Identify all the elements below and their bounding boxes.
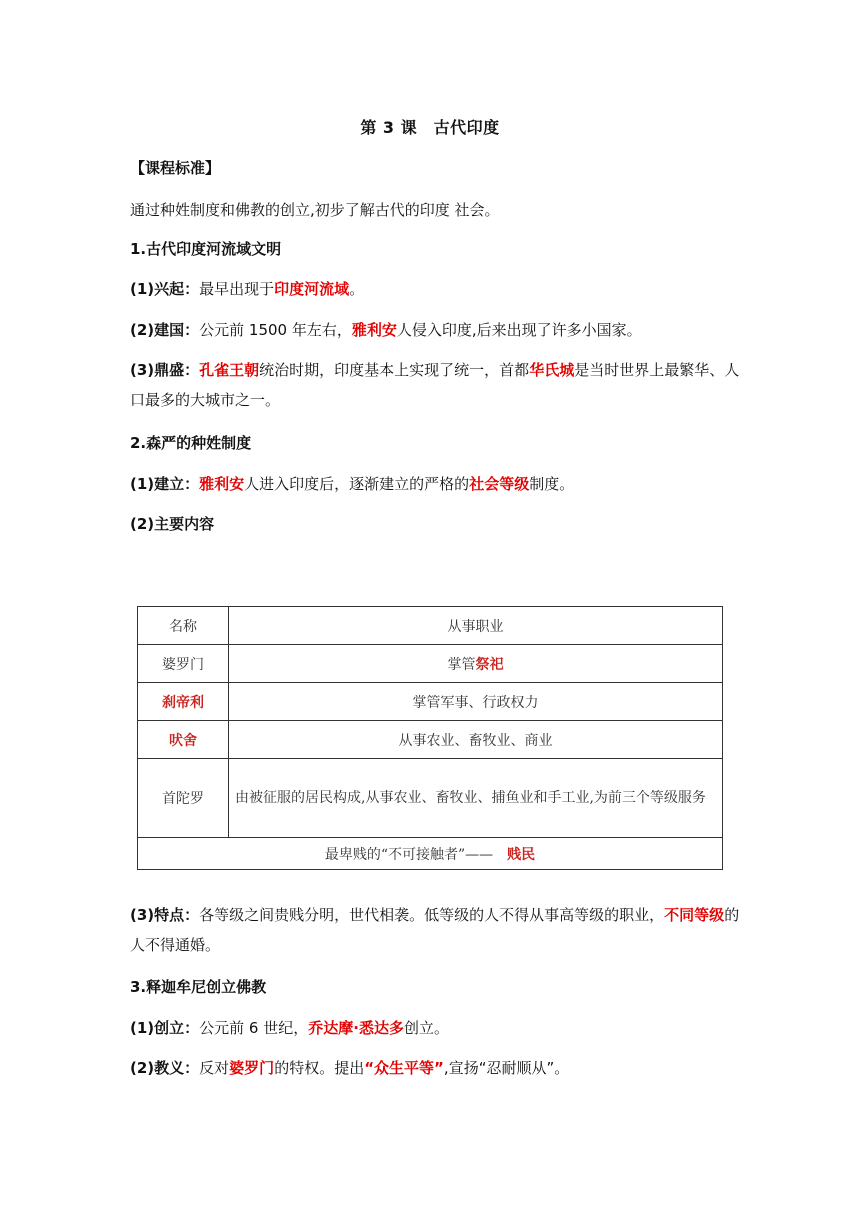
s2-p3-text: 各等级之间贵贱分明，世代相袭。低等级的人不得从事高等级的职业， xyxy=(199,906,665,924)
untouchables-highlight: 贱民 xyxy=(507,846,536,863)
header-name: 名称 xyxy=(138,607,229,645)
table-header-row xyxy=(138,607,723,645)
section-2-heading: 2.森严的种姓制度 xyxy=(130,434,252,452)
job-highlight: 祭祀 xyxy=(475,656,504,673)
s1-p1-end: 。 xyxy=(349,280,365,298)
s2-p1-text-1: 人进入印度后，逐渐建立的严格的 xyxy=(244,475,470,493)
s2-p1-label: (1)建立： xyxy=(130,475,200,493)
s3-p2-label: (2)教义： xyxy=(130,1059,200,1077)
s3-p2-text-1: 反对 xyxy=(199,1059,230,1077)
caste-job-vaishya: 从事农业、畜牧业、商业 xyxy=(229,721,723,759)
s1-p2-end: 人侵入印度,后来出现了许多小国家。 xyxy=(396,321,642,339)
s1-p1-text: 最早出现于 xyxy=(199,280,275,298)
s1-paragraph-3 xyxy=(130,355,740,415)
s3-p1-label: (1)创立： xyxy=(130,1019,200,1037)
s1-p3-text-1: 统治时期，印度基本上实现了统一，首都 xyxy=(259,361,530,379)
s2-paragraph-1 xyxy=(130,474,740,494)
s1-paragraph-1 xyxy=(130,279,740,299)
s3-paragraph-1 xyxy=(130,1018,740,1038)
s3-p2-highlight-2: “众生平等” xyxy=(364,1059,444,1077)
caste-job-kshatriya: 掌管军事、行政权力 xyxy=(229,683,723,721)
s3-p1-highlight: 乔达摩·悉达多 xyxy=(308,1019,404,1037)
s1-p2-label: (2)建国： xyxy=(130,321,200,339)
section-standard-heading: 【课程标准】 xyxy=(130,159,221,177)
table-footer-row xyxy=(138,838,723,870)
table-row xyxy=(138,645,723,683)
section-1-heading: 1.古代印度河流域文明 xyxy=(130,240,282,258)
table-row xyxy=(138,759,723,838)
s1-paragraph-2 xyxy=(130,320,740,340)
s3-p1-text: 公元前 6 世纪， xyxy=(199,1019,309,1037)
s2-p3-end: 的人不得通婚。 xyxy=(130,906,740,954)
untouchables-text: 最卑贱的“不可接触者”—— xyxy=(324,846,508,863)
s2-p1-highlight-2: 社会等级 xyxy=(469,475,530,493)
caste-name-kshatriya: 刹帝利 xyxy=(138,683,229,721)
s3-p1-end: 创立。 xyxy=(403,1019,449,1037)
s1-p1-highlight: 印度河流域 xyxy=(274,280,350,298)
s2-p1-highlight-1: 雅利安 xyxy=(199,475,245,493)
standard-text: 通过种姓制度和佛教的创立,初步了解古代的印度 社会。 xyxy=(130,201,500,219)
s3-p2-text-2: 的特权。提出 xyxy=(274,1059,365,1077)
s2-p3-label: (3)特点： xyxy=(130,906,200,924)
s2-paragraph-3 xyxy=(130,900,740,960)
s2-paragraph-2: (2)主要内容 xyxy=(130,515,215,533)
s1-p3-highlight-2: 华氏城 xyxy=(529,361,575,379)
s1-p2-highlight: 雅利安 xyxy=(351,321,397,339)
s1-p3-label: (3)鼎盛： xyxy=(130,361,200,379)
caste-table xyxy=(137,606,723,870)
s2-p3-highlight: 不同等级 xyxy=(664,906,725,924)
caste-name-shudra: 首陀罗 xyxy=(138,759,229,838)
caste-name-vaishya: 吠舍 xyxy=(138,721,229,759)
s3-paragraph-2 xyxy=(130,1058,740,1078)
untouchables-cell xyxy=(138,838,723,870)
caste-job-shudra: 由被征服的居民构成,从事农业、畜牧业、捕鱼业和手工业,为前三个等级服务 xyxy=(229,759,723,838)
s3-p2-text-3: ,宣扬“忍耐顺从”。 xyxy=(443,1059,570,1077)
header-job: 从事职业 xyxy=(229,607,723,645)
s1-p3-text-2: 是当时世界上最繁华、人口最多的大城市之一。 xyxy=(130,361,740,409)
caste-name-brahmin: 婆罗门 xyxy=(138,645,229,683)
s1-p1-label: (1)兴起： xyxy=(130,280,200,298)
table-row xyxy=(138,683,723,721)
caste-job-brahmin xyxy=(229,645,723,683)
s3-p2-highlight-1: 婆罗门 xyxy=(229,1059,275,1077)
table-row xyxy=(138,721,723,759)
s1-p3-highlight-1: 孔雀王朝 xyxy=(199,361,260,379)
page-title: 第 3 课 古代印度 xyxy=(360,118,500,137)
s2-p1-end: 制度。 xyxy=(529,475,575,493)
section-3-heading: 3.释迦牟尼创立佛教 xyxy=(130,978,267,996)
job-text: 掌管 xyxy=(447,656,476,673)
s1-p2-text: 公元前 1500 年左右， xyxy=(199,321,352,339)
